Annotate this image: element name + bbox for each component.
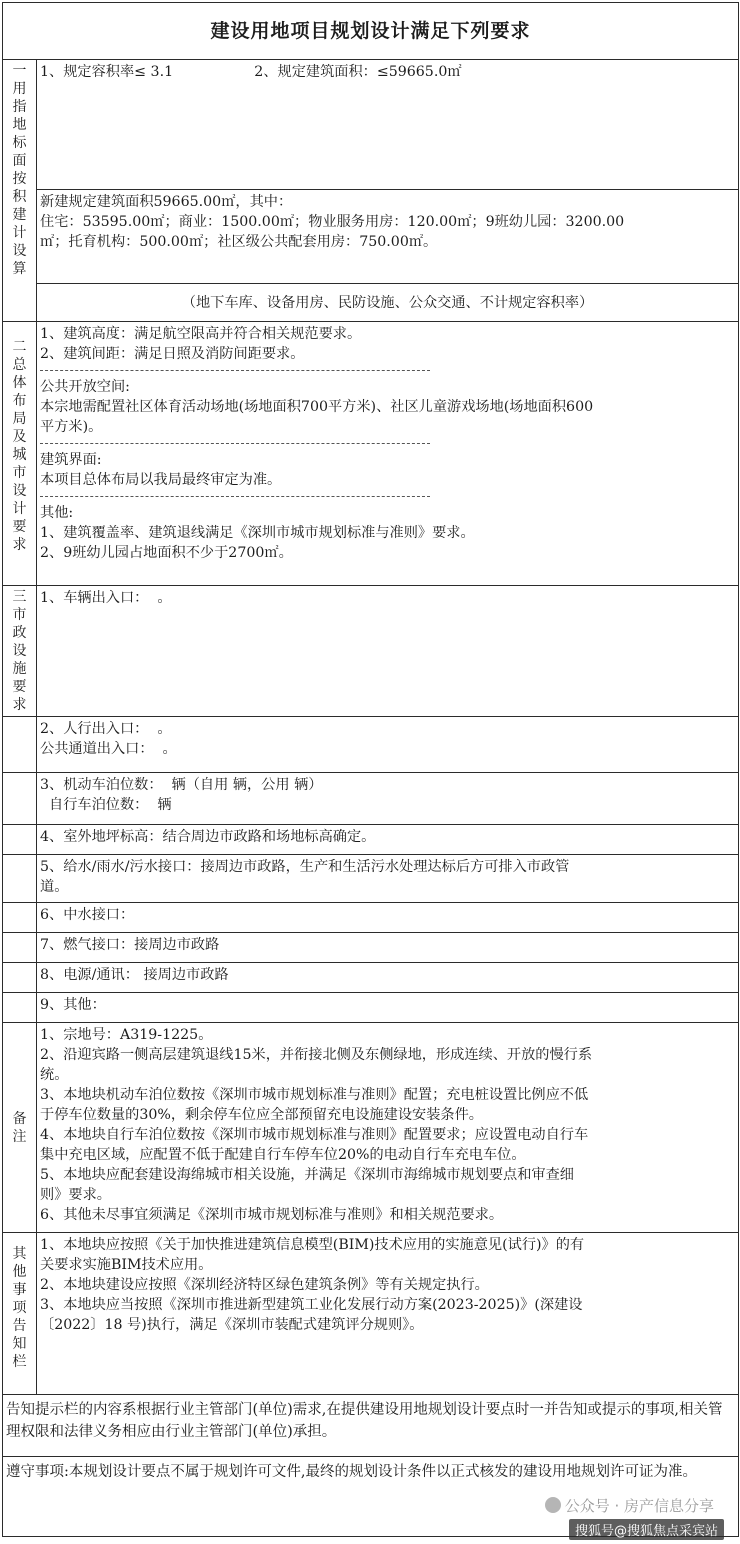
section1-row2 <box>37 190 739 284</box>
municipal-row-6 <box>37 903 739 933</box>
wechat-icon <box>545 1497 561 1513</box>
far-and-area-text: 1、规定容积率≤ 3.1 2、规定建筑面积：≤59665.0㎡ <box>40 64 462 80</box>
layout-line: 公共开放空间: <box>40 379 130 395</box>
notice-side-text: 其他事项告知栏 <box>12 1246 27 1370</box>
notice-line: 2、本地块建设应按照《深圳经济特区绿色建筑条例》等有关规定执行。 <box>40 1277 489 1293</box>
blank-side-cell <box>3 903 37 933</box>
section2-side-label <box>3 322 37 586</box>
section1-side-text: 一用指地标面按积建计设算 <box>12 63 27 277</box>
municipal-row-5 <box>37 855 739 903</box>
section1-row1 <box>37 60 739 190</box>
municipal-line: 5、给水/雨水/污水接口：接周边市政路，生产和生活污水处理达标后方可排入市政管 <box>40 859 570 875</box>
remark-line: 3、本地块机动车泊位数按《深圳市城市规划标准与准则》配置；充电桩设置比例应不低 <box>40 1087 589 1103</box>
layout-line: 平方米)。 <box>40 419 103 435</box>
wechat-account-label <box>545 1495 714 1516</box>
municipal-row-7 <box>37 933 739 963</box>
municipal-line: 9、其他： <box>40 997 106 1013</box>
page-title: 建设用地项目规划设计满足下列要求 <box>3 3 739 60</box>
section2-content <box>37 322 739 586</box>
layout-line: 建筑界面: <box>40 452 102 468</box>
compliance-row: 遵守事项:本规划设计要点不属于规划许可文件,最终的规划设计条件以正式核发的建设用地规划许可证为准。 <box>3 1457 739 1537</box>
notice-content <box>37 1233 739 1395</box>
layout-line: 本宗地需配置社区体育活动场地(场地面积700平方米)、社区儿童游戏场地(场地面积600 <box>40 399 594 415</box>
dashed-divider <box>40 443 430 444</box>
dashed-divider <box>40 496 430 497</box>
municipal-line: 7、燃气接口：接周边市政路 <box>40 937 220 953</box>
blank-side-cell <box>3 717 37 773</box>
section1-side-label <box>3 60 37 322</box>
requirements-table <box>2 2 739 1537</box>
municipal-line: 公共通道出入口： 。 <box>40 741 177 757</box>
dashed-divider <box>40 370 430 371</box>
municipal-line: 4、室外地坪标高：结合周边市政路和场地标高确定。 <box>40 829 376 845</box>
layout-line: 2、建筑间距：满足日照及消防间距要求。 <box>40 346 305 362</box>
municipal-line: 2、人行出入口： 。 <box>40 721 172 737</box>
remarks-side-label <box>3 1023 37 1233</box>
area-line: 住宅：53595.00㎡；商业：1500.00㎡；物业服务用房：120.00㎡；9班幼儿园：3200.00 <box>40 214 625 230</box>
municipal-row-1 <box>37 586 739 717</box>
notice-line: 关要求实施BIM技术应用。 <box>40 1257 213 1273</box>
municipal-line: 自行车泊位数： 辆 <box>40 797 172 813</box>
blank-side-cell <box>3 773 37 825</box>
blank-side-cell <box>3 933 37 963</box>
remark-line: 5、本地块应配套建设海绵城市相关设施，并满足《深圳市海绵城市规划要点和审查细 <box>40 1167 574 1183</box>
remark-line: 则》要求。 <box>40 1187 111 1203</box>
layout-line: 本项目总体布局以我局最终审定为准。 <box>40 472 282 488</box>
source-watermark: 搜狐号@搜狐焦点采宾站 <box>569 1519 724 1540</box>
section1-row3 <box>37 284 739 322</box>
municipal-row-8 <box>37 963 739 993</box>
section3-side-text: 三市政设施要求 <box>12 589 27 713</box>
remark-line: 集中充电区域，应配置不低于配建自行车停车位20%的电动自行车充电车位。 <box>40 1147 526 1163</box>
remark-line: 2、沿迎宾路一侧高层建筑退线15米，并衔接北侧及东侧绿地，形成连续、开放的慢行系 <box>40 1047 593 1063</box>
remarks-side-text: 备注 <box>12 1110 27 1145</box>
blank-side-cell <box>3 993 37 1023</box>
remark-line: 1、宗地号：A319-1225。 <box>40 1027 213 1043</box>
section2-side-text: 二总体布局及城市设计要求 <box>12 339 27 553</box>
municipal-row-9 <box>37 993 739 1023</box>
municipal-line: 道。 <box>40 879 69 895</box>
notice-line: 3、本地块应当按照《深圳市推进新型建筑工业化发展行动方案(2023-2025)》(深建设 <box>40 1297 583 1313</box>
remark-line: 统。 <box>40 1067 69 1083</box>
area-line: 新建规定建筑面积59665.00㎡，其中： <box>40 194 293 210</box>
layout-line: 其他: <box>40 505 74 521</box>
municipal-row-3 <box>37 773 739 825</box>
municipal-row-2 <box>37 717 739 773</box>
remark-line: 于停车位数量的30%，剩余停车位应全部预留充电设施建设安装条件。 <box>40 1107 483 1123</box>
municipal-row-4 <box>37 825 739 855</box>
wechat-text: 公众号 · 房产信息分享 <box>564 1497 714 1515</box>
municipal-line: 3、机动车泊位数： 辆（自用 辆，公用 辆） <box>40 777 323 793</box>
notice-side-label <box>3 1233 37 1395</box>
municipal-line: 8、电源/通讯： 接周边市政路 <box>40 967 229 983</box>
blank-side-cell <box>3 825 37 855</box>
remark-line: 4、本地块自行车泊位数按《深圳市城市规划标准与准则》配置要求；应设置电动自行车 <box>40 1127 589 1143</box>
municipal-line: 1、车辆出入口： 。 <box>40 590 172 606</box>
notice-line: 〔2022〕18 号)执行，满足《深圳市装配式建筑评分规则》。 <box>40 1317 424 1333</box>
section3-side-label <box>3 586 37 717</box>
remark-line: 6、其他未尽事宜须满足《深圳市城市规划标准与准则》和相关规范要求。 <box>40 1207 504 1223</box>
municipal-line: 6、中水接口： <box>40 907 135 923</box>
notice-line: 1、本地块应按照《关于加快推进建筑信息模型(BIM)技术应用的实施意见(试行)》的有 <box>40 1237 585 1253</box>
remarks-content <box>37 1023 739 1233</box>
excluded-note: （地下车库、设备用房、民防设施、公众交通、不计规定容积率） <box>181 294 594 311</box>
area-line: ㎡；托育机构：500.00㎡；社区级公共配套用房：750.00㎡。 <box>40 234 438 250</box>
blank-side-cell <box>3 855 37 903</box>
layout-line: 1、建筑覆盖率、建筑退线满足《深圳市城市规划标准与准则》要求。 <box>40 525 475 541</box>
notice-tip-row: 告知提示栏的内容系根据行业主管部门(单位)需求,在提供建设用地规划设计要点时一并告知或提示的事项,相关管理权限和法律义务相应由行业主管部门(单位)承担。 <box>3 1395 739 1457</box>
layout-line: 2、9班幼儿园占地面积不少于2700㎡。 <box>40 545 293 561</box>
layout-line: 1、建筑高度：满足航空限高并符合相关规范要求。 <box>40 326 362 342</box>
blank-side-cell <box>3 963 37 993</box>
